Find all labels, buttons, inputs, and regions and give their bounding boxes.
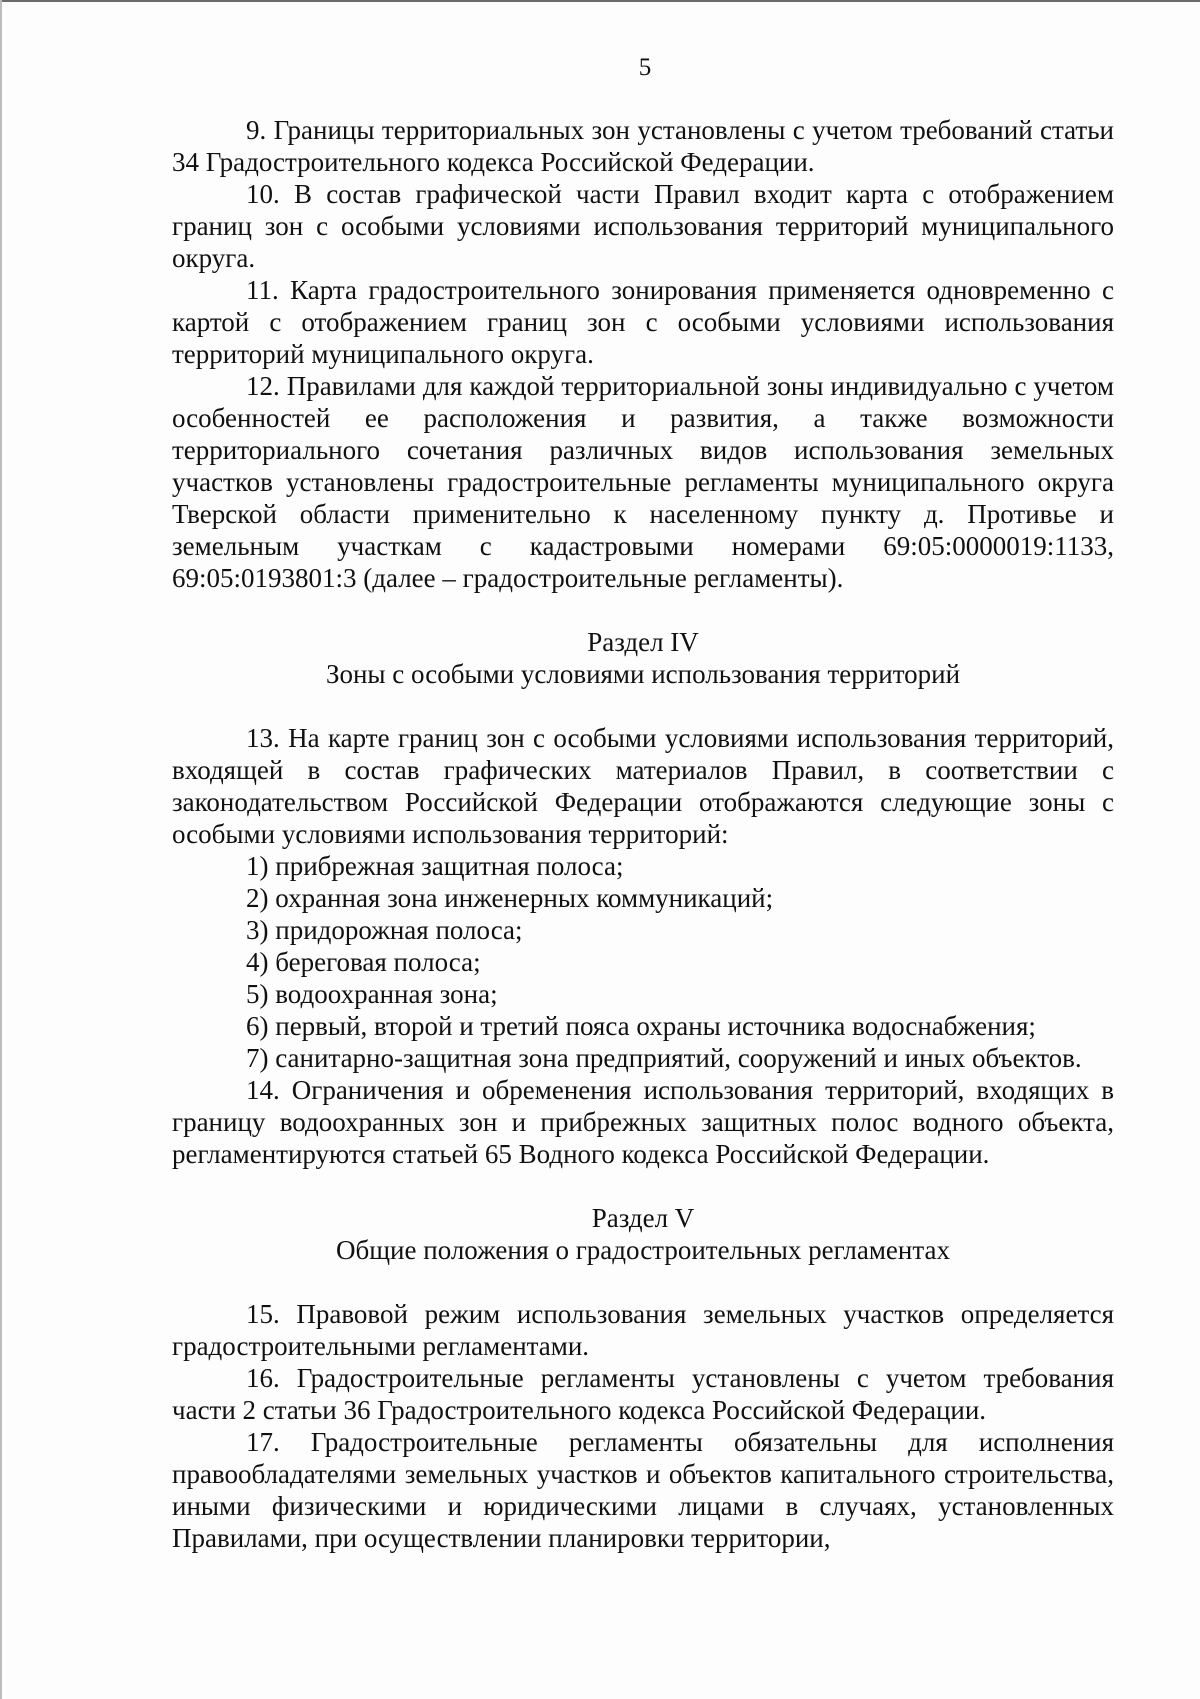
page-number: 5: [638, 54, 652, 81]
list-item: 3) придорожная полоса;: [246, 915, 523, 945]
scan-edge-top: [0, 0, 1200, 2]
section-5-heading: [172, 1202, 1114, 1266]
list-item: 2) охранная зона инженерных коммуникаций;: [246, 883, 774, 913]
list-item: 6) первый, второй и третий пояса охраны источника водоснабжения;: [246, 1011, 1036, 1041]
paragraph-13: 13. На карте границ зон с особыми условиями использования территорий, входящей в состав графических материалов Правил, в соответствии с законодательством Российской Федерации отображаются следующие зоны с особыми условиями использования территорий:: [172, 723, 1114, 849]
paragraph-12: 12. Правилами для каждой территориальной зоны индивидуально с учетом особенностей ее расположения и развития, а также возможности территориального сочетания различных видов использования земельных участков установлены градостроительные регламенты муниципального округа Тверской области применительно к населенному пункту д. Противье и земельным участкам с кадастровыми номерами 69:05:0000019:1133, 69:05:0193801:3 (далее – градостроительные регламенты).: [172, 371, 1114, 593]
section-4-label: Раздел IV: [587, 627, 699, 657]
list-item: 1) прибрежная защитная полоса;: [246, 851, 624, 881]
paragraph-9: 9. Границы территориальных зон установлены с учетом требований статьи 34 Градостроительного кодекса Российской Федерации.: [172, 115, 1114, 177]
section-4-heading: [172, 626, 1114, 690]
paragraph-16: 16. Градостроительные регламенты установлены с учетом требования части 2 статьи 36 Градостроительного кодекса Российской Федерации.: [172, 1363, 1114, 1425]
spacer: [172, 1266, 1114, 1298]
document-body: [172, 114, 1114, 1554]
paragraph-15: 15. Правовой режим использования земельных участков определяется градостроительными регламентами.: [172, 1299, 1114, 1361]
list-item: 7) санитарно-защитная зона предприятий, сооружений и иных объектов.: [246, 1043, 1082, 1073]
paragraph-17: 17. Градостроительные регламенты обязательны для исполнения правообладателями земельных участков и объектов капитального строительства, иными физическими и юридическими лицами в случаях, установленных Правилами, при осуществлении планировки территории,: [172, 1427, 1114, 1553]
scan-edge-left: [0, 0, 2, 1699]
section-4-title: Зоны с особыми условиями использования территорий: [325, 659, 961, 689]
paragraph-11: 11. Карта градостроительного зонирования применяется одновременно с картой с отображением границ зон с особыми условиями использования территорий муниципального округа.: [172, 275, 1114, 369]
paragraph-10: 10. В состав графической части Правил входит карта с отображением границ зон с особыми условиями использования территорий муниципального округа.: [172, 179, 1114, 273]
paragraph-14: 14. Ограничения и обременения использования территорий, входящих в границу водоохранных зон и прибрежных защитных полос водного объекта, регламентируются статьей 65 Водного кодекса Российской Федерации.: [172, 1075, 1114, 1169]
list-item: 5) водоохранная зона;: [246, 979, 498, 1009]
spacer: [172, 594, 1114, 626]
list-item: 4) береговая полоса;: [246, 947, 481, 977]
section-5-title: Общие положения о градостроительных регламентах: [336, 1235, 950, 1265]
spacer: [172, 690, 1114, 722]
spacer: [172, 1170, 1114, 1202]
section-5-label: Раздел V: [591, 1203, 695, 1233]
